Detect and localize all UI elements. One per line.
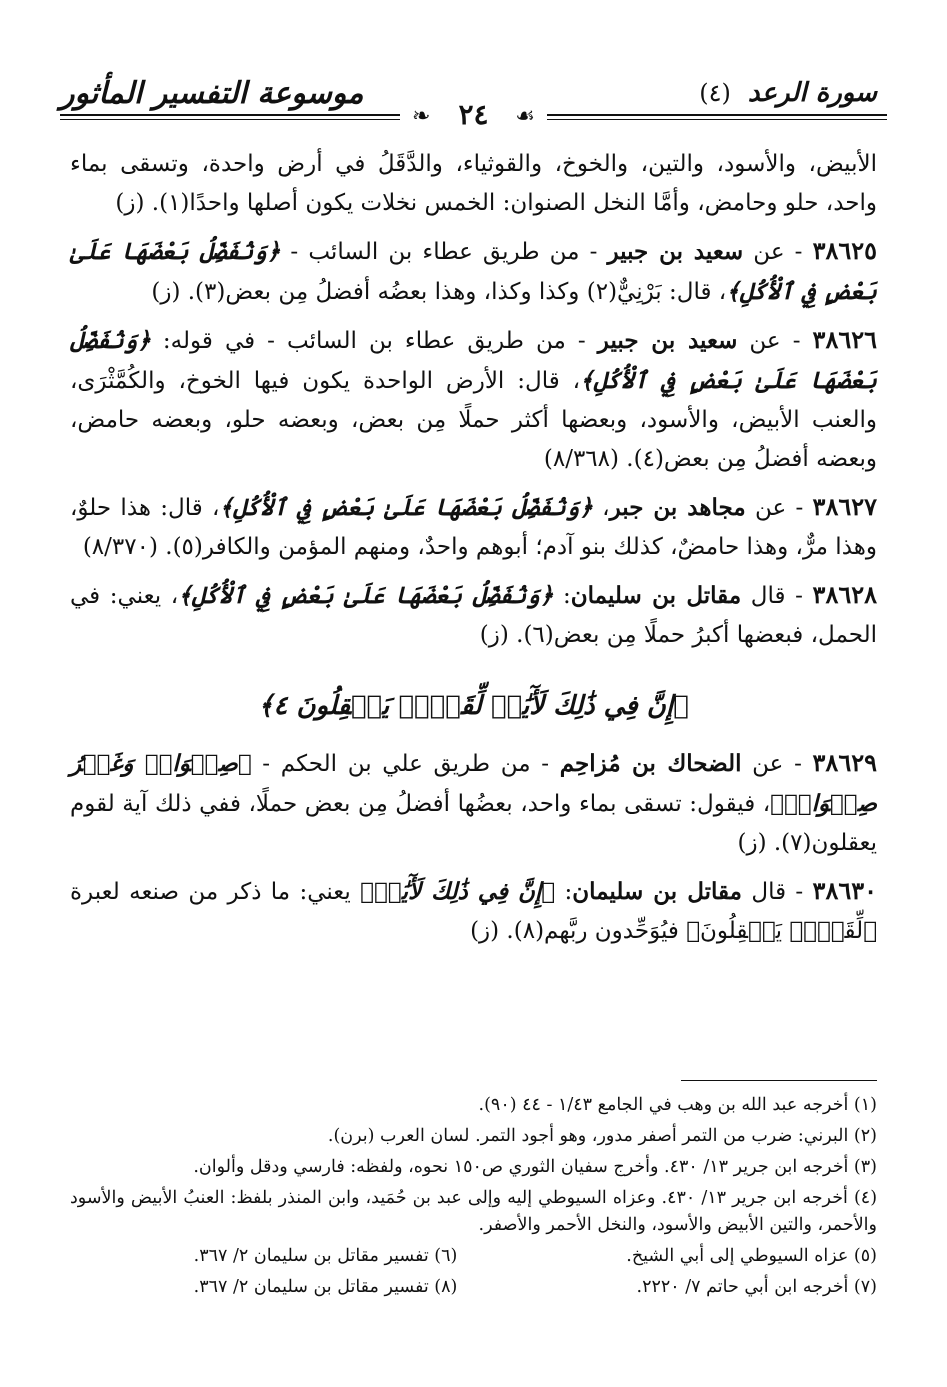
narrator-name: مقاتل بن سليمان: [572, 878, 743, 905]
footnote: (٧) أخرجه ابن أبي حاتم ٧/ ٢٢٢٠.: [636, 1277, 877, 1297]
quran-quote: ﴿وَنُفَضِّلُ بَعْضَهَا عَلَىٰ بَعْضٍ فِي ٱلْأُكُلِ﴾: [70, 327, 878, 394]
narrator-name: مجاهد بن جبر: [609, 494, 746, 521]
text-segment: - عن: [745, 495, 813, 521]
narration-number: ٣٨٦٣٠: [812, 876, 877, 905]
text-segment: - من طريق عطاء بن السائب -: [280, 239, 608, 265]
text-segment: ، فيقول: تسقى بماء واحد، بعضُها أفضلُ مِن بعض حملًا، ففي ذلك آية لقوم يعقلون(٧). (ز): [70, 791, 877, 856]
narration-paragraph: [70, 487, 877, 567]
text-segment: - قال: [742, 879, 813, 905]
text-segment: ، قال: بَرْنِيٌّ(٢) وكذا وكذا، وهذا بعضُه أفضلُ مِن بعض(٣). (ز): [151, 279, 727, 305]
page-number: ٢٤: [448, 98, 498, 131]
footnote-row: [70, 1274, 877, 1301]
footnote-separator: [681, 1080, 877, 1081]
main-text: [70, 145, 877, 959]
footnote: (٤) أخرجه ابن جرير ١٣/ ٤٣٠. وعزاه السيوطي إليه وإلى عبد بن حُمَيد، وابن المنذر بلفظ: العنبُ الأبيض والأسود والأحمر، والتين الأبيض والأسود، والنخل الأحمر والأصفر.: [70, 1188, 878, 1235]
book-title: موسوعة التفسير المأثور: [60, 76, 364, 111]
narrator-name: سعيد بن جبير: [597, 327, 738, 354]
text-segment: - من طريق عطاء بن السائب - في قوله:: [150, 328, 598, 354]
header-rule-right-thin: [547, 119, 887, 120]
footnote: (٢) البرني: ضرب من التمر أصفر مدور، وهو أجود التمر. لسان العرب (برن).: [327, 1126, 877, 1146]
narration-number: ٣٨٦٢٥: [812, 236, 878, 265]
text-segment: ،: [592, 495, 610, 521]
narrator-name: الضحاك بن مُزاحِم: [559, 750, 742, 777]
quran-quote: ﴿وَنُفَضِّلُ بَعْضَهَا عَلَىٰ بَعْضٍ فِي ٱلْأُكُلِ﴾: [178, 582, 554, 609]
surah-name: سورة الرعد: [747, 78, 877, 108]
header-rule-left-thin: [60, 119, 400, 120]
page-header: [60, 70, 887, 130]
text-segment: - عن: [743, 239, 813, 265]
narration-number: ٣٨٦٢٧: [812, 492, 877, 521]
quran-quote: ﴿وَنُفَضِّلُ بَعْضَهَا عَلَىٰ بَعْضٍ فِي ٱلْأُكُلِ﴾: [219, 494, 593, 521]
quran-quote: ﴿صِنۡوَانٞ وَغَيۡرُ صِنۡوَانٖ﴾: [70, 750, 877, 817]
header-rule-left: [60, 114, 400, 116]
narration-number: ٣٨٦٢٩: [812, 748, 877, 777]
verse-heading: ﴿إِنَّ فِي ذَٰلِكَ لَأٓيَٰتٖ لِّقَوۡمٖ يَعۡقِلُونَ ٤﴾: [258, 691, 689, 721]
narration-paragraph: [70, 575, 877, 655]
footnote: (٨) تفسير مقاتل بن سليمان ٢/ ٣٦٧.: [193, 1277, 458, 1297]
text-segment: - عن: [737, 328, 813, 354]
narration-paragraph: [70, 231, 877, 312]
footnote: (٦) تفسير مقاتل بن سليمان ٢/ ٣٦٧.: [193, 1246, 458, 1266]
quran-quote: ﴿إِنَّ فِي ذَٰلِكَ لَأٓيَٰتٖ﴾: [360, 878, 556, 905]
text-segment: - عن: [741, 751, 813, 777]
surah-title: [699, 78, 877, 108]
narration-paragraph: [70, 320, 877, 479]
narrator-name: سعيد بن جبير: [607, 238, 744, 265]
text-segment: ، قال: هذا حلوٌ، وهذا مرٌّ، وهذا حامضٌ، كذلك بنو آدم؛ أبوهم واحدٌ، ومنهم المؤمن والكافر(٥). (٨/٣٧٠): [70, 495, 877, 560]
paragraph-continuation: الأبيض، والأسود، والتين، والخوخ، والقوثياء، والدَّقَلُ في أرض واحدة، وتسقى بماء واحد، حلو وحامض، وأمَّا النخل الصنوان: الخمس نخلات يكون أصلها واحدًا(١). (ز): [70, 151, 877, 216]
header-rule-right: [547, 114, 887, 116]
narration-number: ٣٨٦٢٦: [812, 325, 877, 354]
text-segment: يعني: ما ذكر من صنعه لعبرة ﴿لِّقَوۡمٖ يَعۡقِلُونَ﴾ فيُوَحِّدون ربَّهم(٨). (ز): [70, 879, 877, 944]
narration-paragraph: [70, 871, 877, 951]
narrator-name: مقاتل بن سليمان: [570, 582, 742, 609]
text-segment: - من طريق علي بن الحكم -: [251, 751, 560, 777]
text-segment: ، يعني: في الحمل، فبعضها أكبرُ حملًا مِن بعض(٦). (ز): [70, 583, 877, 648]
narration-paragraph: [70, 743, 877, 863]
ornament-left-icon: ❧: [412, 104, 431, 129]
verse-ref: (٤): [699, 79, 731, 107]
text-segment: :: [553, 583, 571, 609]
footnote: (١) أخرجه عبد الله بن وهب في الجامع ١/٤٣ - ٤٤ (٩٠).: [478, 1095, 877, 1115]
footnotes: [70, 1092, 877, 1305]
footnote: (٣) أخرجه ابن جرير ١٣/ ٤٣٠. وأخرج سفيان الثوري ص١٥٠ نحوه، ولفظه: فارسي ودقل وألوان.: [193, 1157, 877, 1177]
quran-quote: ﴿وَنُفَضِّلُ بَعْضَهَا عَلَىٰ بَعْضٍ فِي ٱلْأُكُلِ﴾: [70, 238, 877, 305]
text-segment: - قال: [741, 583, 813, 609]
text-segment: ، قال: الأرض الواحدة يكون فيها الخوخ، والكُمَّثْرَى، والعنب الأبيض، والأسود، وبعضها أكثر حملًا مِن بعض، وبعضه حلو، وبعضه حامض، وبعضه أفضلُ مِن بعض(٤). (٨/٣٦٨): [70, 368, 877, 472]
footnote: (٥) عزاه السيوطي إلى أبي الشيخ.: [626, 1246, 877, 1266]
narration-number: ٣٨٦٢٨: [812, 580, 877, 609]
text-segment: :: [555, 879, 573, 905]
footnote-row: [70, 1243, 877, 1270]
ornament-right-icon: ☙: [515, 104, 535, 129]
